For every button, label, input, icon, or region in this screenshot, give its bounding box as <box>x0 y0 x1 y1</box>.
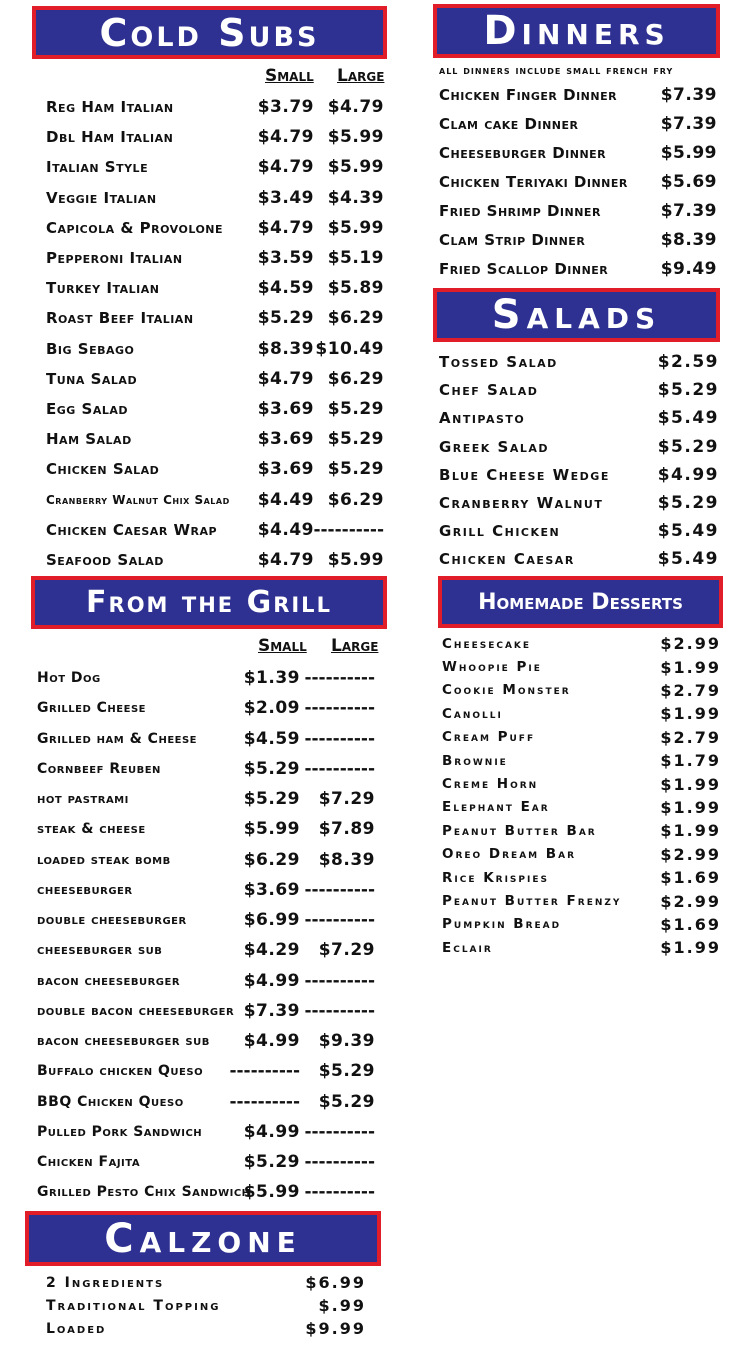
menu-item-price-large: ---------- <box>304 910 375 931</box>
menu-item-name: Chicken Caesar Wrap <box>46 520 218 539</box>
menu-item-price-small: ---------- <box>229 1091 300 1112</box>
menu-item-row <box>46 1294 366 1317</box>
menu-item-name: cheeseburger sub <box>37 942 163 959</box>
menu-item-name: Dbl Ham Italian <box>46 128 174 147</box>
menu-item-name: Ham Salad <box>46 430 132 449</box>
menu-item-price-small: $8.39 <box>257 338 314 359</box>
menu-item-price: $2.99 <box>660 891 721 911</box>
menu-item-row <box>46 183 386 213</box>
menu-item-price-small: $4.49 <box>257 519 314 540</box>
menu-item-row <box>46 424 386 454</box>
menu-item-row <box>46 364 386 394</box>
menu-item-name: Chicken Caesar <box>439 550 575 569</box>
menu-item-row <box>46 1271 366 1294</box>
dinners-banner <box>433 4 720 58</box>
menu-item-price-small: $3.69 <box>257 399 314 420</box>
menu-item-price: $1.69 <box>660 868 721 888</box>
menu-item-price-small: $4.79 <box>257 127 314 148</box>
menu-item-name: double cheeseburger <box>37 912 187 929</box>
menu-item-name: steak & cheese <box>37 821 146 838</box>
menu-item-price: $1.69 <box>660 914 721 934</box>
menu-item-price: $8.39 <box>660 229 717 250</box>
menu-item-name: Brownie <box>442 752 508 769</box>
menu-item-price-small: $4.59 <box>257 278 314 299</box>
menu-item-price: $4.99 <box>657 464 719 485</box>
menu-item-name: Grilled Pesto Chix Sandwich <box>37 1184 251 1201</box>
menu-item-price: $2.79 <box>660 727 721 747</box>
menu-item-name: Chicken Finger Dinner <box>439 85 618 104</box>
menu-item-price-small: $7.39 <box>243 1000 300 1021</box>
menu-item-name: Capicola & Provolone <box>46 218 224 237</box>
menu-item-row <box>37 1117 379 1147</box>
menu-item-row <box>46 213 386 243</box>
menu-item-row <box>442 655 721 678</box>
menu-item-row <box>439 109 717 138</box>
menu-item-price: $2.99 <box>660 634 721 654</box>
menu-item-name: Blue Cheese Wedge <box>439 465 610 484</box>
menu-item-row <box>442 772 721 795</box>
menu-item-price-large: $10.49 <box>315 338 384 359</box>
menu-item-name: hot pastrami <box>37 791 129 808</box>
menu-item-row <box>37 996 379 1026</box>
menu-item-price: $1.99 <box>660 938 721 958</box>
cold-subs-title: Cold Subs <box>36 10 383 55</box>
menu-item-name: Traditional Topping <box>46 1297 221 1314</box>
menu-item-row <box>37 1026 379 1056</box>
menu-item-price-small: $4.99 <box>243 1031 300 1052</box>
menu-item-price-large: ---------- <box>304 668 375 689</box>
menu-item-name: Hot Dog <box>37 670 101 687</box>
menu-item-row <box>37 724 379 754</box>
salads-title: Salads <box>437 292 716 338</box>
menu-item-price-small: $6.29 <box>243 849 300 870</box>
menu-item-price: $6.99 <box>305 1273 366 1292</box>
menu-item-row <box>46 454 386 484</box>
menu-item-price-large: $7.89 <box>318 819 375 840</box>
menu-item-name: Canolli <box>442 705 503 722</box>
menu-item-name: Seafood Salad <box>46 551 164 570</box>
menu-item-price: $5.49 <box>657 408 719 429</box>
menu-item-name: Tuna Salad <box>46 369 138 388</box>
menu-item-name: Pepperoni Italian <box>46 249 183 268</box>
menu-item-name: double bacon cheeseburger <box>37 1002 235 1019</box>
menu-item-row <box>442 632 721 655</box>
menu-item-row <box>37 663 379 693</box>
menu-item-name: Pulled Pork Sandwich <box>37 1123 203 1140</box>
menu-item-row <box>37 1087 379 1117</box>
menu-item-price-small: $5.29 <box>243 789 300 810</box>
menu-item-row <box>439 80 717 109</box>
menu-item-row <box>439 196 717 225</box>
menu-item-name: Clam Strip Dinner <box>439 230 586 249</box>
menu-item-name: Egg Salad <box>46 400 128 419</box>
menu-item-price-large: $5.89 <box>327 278 384 299</box>
menu-item-row <box>46 334 386 364</box>
menu-item-row <box>439 254 717 283</box>
menu-item-price: $5.29 <box>657 436 719 457</box>
menu-item-row <box>37 935 379 965</box>
menu-item-price-small: $3.69 <box>257 429 314 450</box>
menu-item-row <box>37 905 379 935</box>
menu-item-row <box>442 913 721 936</box>
menu-item-price-large: $7.29 <box>318 940 375 961</box>
menu-item-name: Big Sebago <box>46 339 135 358</box>
desserts-title: Homemade Desserts <box>442 580 719 624</box>
menu-item-price-large: ---------- <box>304 1121 375 1142</box>
menu-item-name: Chicken Fajita <box>37 1154 141 1171</box>
menu-item-name: Cranberry Walnut Chix Salad <box>46 492 230 507</box>
menu-item-row <box>37 1177 379 1207</box>
menu-item-price: $2.99 <box>660 844 721 864</box>
menu-item-price-small: $3.69 <box>257 459 314 480</box>
menu-item-name: Turkey Italian <box>46 279 160 298</box>
menu-item-row <box>37 814 379 844</box>
menu-item-name: Roast Beef Italian <box>46 309 194 328</box>
menu-item-price: $5.49 <box>657 549 719 570</box>
menu-item-price-large: ---------- <box>304 728 375 749</box>
menu-item-price: $5.99 <box>660 142 717 163</box>
menu-item-price-large: ---------- <box>304 879 375 900</box>
grill-banner <box>31 576 387 629</box>
menu-item-price-large: $4.39 <box>327 187 384 208</box>
grill-col-large: Large <box>331 636 379 656</box>
menu-item-price-large: ---------- <box>304 1182 375 1203</box>
dinners-note: all dinners include small french fry <box>439 64 674 77</box>
menu-item-name: Chicken Salad <box>46 460 160 479</box>
menu-item-price: $9.99 <box>305 1319 366 1338</box>
menu-item-price: $7.39 <box>660 200 717 221</box>
menu-item-price-large: ---------- <box>304 758 375 779</box>
menu-item-row <box>442 936 721 959</box>
menu-item-price: $7.39 <box>660 113 717 134</box>
menu-item-price: $5.29 <box>657 493 719 514</box>
menu-item-row <box>46 122 386 152</box>
calzone-banner <box>25 1211 381 1266</box>
menu-item-price-small: $4.59 <box>243 728 300 749</box>
grill-title: From the Grill <box>35 580 383 625</box>
menu-item-price: $5.29 <box>657 380 719 401</box>
menu-item-price-large: ---------- <box>304 1000 375 1021</box>
menu-item-row <box>442 702 721 725</box>
grill-col-small: Small <box>258 636 307 656</box>
menu-item-price-large: $5.19 <box>327 248 384 269</box>
menu-item-price-small: $4.29 <box>243 940 300 961</box>
menu-item-row <box>46 515 386 545</box>
menu-item-row <box>37 693 379 723</box>
menu-item-price-small: $3.59 <box>257 248 314 269</box>
menu-item-name: Grilled ham & Cheese <box>37 730 198 747</box>
menu-item-name: Cranberry Walnut <box>439 494 604 513</box>
menu-item-row <box>439 489 719 517</box>
menu-item-price-small: $4.99 <box>243 970 300 991</box>
menu-item-price-large: ---------- <box>313 519 384 540</box>
menu-item-price: $7.39 <box>660 84 717 105</box>
menu-item-price-large: $5.99 <box>327 550 384 571</box>
menu-item-price-small: $5.99 <box>243 819 300 840</box>
menu-item-price-small: $4.79 <box>257 368 314 389</box>
menu-item-name: Grill Chicken <box>439 522 561 541</box>
menu-item-row <box>37 1147 379 1177</box>
menu-item-name: Greek Salad <box>439 437 550 456</box>
menu-item-price-large: $9.39 <box>318 1031 375 1052</box>
menu-item-row <box>439 138 717 167</box>
menu-item-price-large: $5.29 <box>327 459 384 480</box>
menu-item-price: $5.49 <box>657 521 719 542</box>
menu-item-price-large: $6.29 <box>327 368 384 389</box>
menu-item-price-small: $5.29 <box>243 1152 300 1173</box>
menu-item-price: $5.69 <box>660 171 717 192</box>
menu-item-price-large: $5.29 <box>327 429 384 450</box>
menu-item-name: Chicken Teriyaki Dinner <box>439 172 628 191</box>
menu-item-price: $2.59 <box>657 352 719 373</box>
menu-item-price-large: $8.39 <box>318 849 375 870</box>
menu-item-row <box>46 152 386 182</box>
menu-item-row <box>442 843 721 866</box>
menu-item-price-small: $5.29 <box>257 308 314 329</box>
menu-item-price-large: $5.29 <box>318 1091 375 1112</box>
menu-item-price-large: $5.29 <box>318 1061 375 1082</box>
menu-item-row <box>442 819 721 842</box>
menu-item-name: bacon cheeseburger sub <box>37 1033 210 1050</box>
cold-subs-col-large: Large <box>337 66 385 86</box>
menu-item-name: Peanut Butter Frenzy <box>442 893 622 910</box>
menu-item-row <box>46 273 386 303</box>
menu-item-name: Cookie Monster <box>442 682 571 699</box>
menu-item-row <box>439 348 719 376</box>
menu-item-price-large: $7.29 <box>318 789 375 810</box>
menu-item-row <box>46 243 386 273</box>
calzone-title: Calzone <box>29 1215 377 1262</box>
menu-item-row <box>439 404 719 432</box>
menu-item-name: Peanut Butter Bar <box>442 822 597 839</box>
cold-subs-col-small: Small <box>265 66 314 86</box>
menu-item-name: loaded steak bomb <box>37 851 171 868</box>
menu-item-price-small: $1.39 <box>243 668 300 689</box>
menu-item-name: Reg Ham Italian <box>46 98 174 117</box>
menu-item-row <box>37 754 379 784</box>
menu-item-price-small: $3.69 <box>243 879 300 900</box>
menu-item-name: Tossed Salad <box>439 353 558 372</box>
menu-item-row <box>46 394 386 424</box>
menu-item-price-large: ---------- <box>304 970 375 991</box>
menu-item-row <box>46 1317 366 1340</box>
menu-item-row <box>442 866 721 889</box>
menu-item-price-small: $2.09 <box>243 698 300 719</box>
menu-item-row <box>37 845 379 875</box>
menu-item-name: Creme Horn <box>442 776 539 793</box>
menu-item-name: Oreo Dream Bar <box>442 846 576 863</box>
menu-item-row <box>439 433 719 461</box>
desserts-banner <box>438 576 723 628</box>
menu-item-row <box>442 749 721 772</box>
menu-item-price: $1.79 <box>660 751 721 771</box>
menu-item-row <box>439 376 719 404</box>
menu-item-name: Rice Krispies <box>442 869 549 886</box>
menu-item-price-small: $4.79 <box>257 550 314 571</box>
menu-item-name: BBQ Chicken Queso <box>37 1093 184 1110</box>
menu-item-row <box>37 875 379 905</box>
dinners-title: Dinners <box>437 8 716 54</box>
menu-item-price-large: $5.99 <box>327 157 384 178</box>
menu-item-price-large: $6.29 <box>327 308 384 329</box>
menu-item-name: Chef Salad <box>439 381 539 400</box>
menu-item-price-small: $5.29 <box>243 758 300 779</box>
menu-item-price: $1.99 <box>660 797 721 817</box>
menu-item-row <box>439 517 719 545</box>
salads-banner <box>433 288 720 342</box>
menu-item-price-large: ---------- <box>304 1152 375 1173</box>
menu-item-price-small: $4.79 <box>257 157 314 178</box>
menu-item-row <box>439 545 719 573</box>
menu-item-name: Cheeseburger Dinner <box>439 143 607 162</box>
menu-item-price-small: $5.99 <box>243 1182 300 1203</box>
menu-item-name: Loaded <box>46 1320 107 1337</box>
cold-subs-banner <box>32 6 387 59</box>
menu-item-row <box>46 303 386 333</box>
menu-item-price: $9.49 <box>660 258 717 279</box>
menu-item-price-large: $6.29 <box>327 489 384 510</box>
menu-item-name: Grilled Cheese <box>37 700 147 717</box>
menu-item-row <box>439 167 717 196</box>
menu-item-row <box>37 1056 379 1086</box>
menu-item-price-small: $4.79 <box>257 217 314 238</box>
menu-item-name: 2 Ingredients <box>46 1274 165 1291</box>
menu-item-name: Cornbeef Reuben <box>37 760 161 777</box>
menu-item-row <box>46 545 386 575</box>
menu-item-name: Veggie Italian <box>46 188 157 207</box>
menu-item-price-small: $3.79 <box>257 97 314 118</box>
menu-item-name: Clam cake Dinner <box>439 114 579 133</box>
menu-item-name: cheeseburger <box>37 881 133 898</box>
menu-item-price-small: $3.49 <box>257 187 314 208</box>
menu-item-price: $1.99 <box>660 704 721 724</box>
menu-item-row <box>46 92 386 122</box>
menu-item-row <box>439 461 719 489</box>
menu-item-row <box>439 225 717 254</box>
menu-item-price-large: $5.29 <box>327 399 384 420</box>
menu-item-price: $2.79 <box>660 680 721 700</box>
menu-item-name: Cheesecake <box>442 635 532 652</box>
menu-item-price: $.99 <box>318 1296 366 1315</box>
menu-item-price: $1.99 <box>660 774 721 794</box>
menu-item-name: Eclair <box>442 939 493 956</box>
menu-item-row <box>37 784 379 814</box>
menu-item-name: Antipasto <box>439 409 526 428</box>
menu-item-price-small: $6.99 <box>243 910 300 931</box>
menu-item-row <box>442 726 721 749</box>
menu-item-row <box>37 966 379 996</box>
menu-item-price-small: $4.49 <box>257 489 314 510</box>
menu-item-name: Cream Puff <box>442 729 536 746</box>
menu-item-row <box>442 796 721 819</box>
menu-item-row <box>442 679 721 702</box>
menu-item-price-large: $4.79 <box>327 97 384 118</box>
menu-item-price: $1.99 <box>660 821 721 841</box>
menu-item-row <box>46 485 386 515</box>
menu-item-price-small: $4.99 <box>243 1121 300 1142</box>
menu-item-name: Fried Shrimp Dinner <box>439 201 601 220</box>
menu-item-row <box>442 889 721 912</box>
menu-item-name: Whoopie Pie <box>442 659 542 676</box>
menu-item-price-large: $5.99 <box>327 127 384 148</box>
menu-item-name: Italian Style <box>46 158 149 177</box>
menu-item-name: Fried Scallop Dinner <box>439 259 609 278</box>
menu-item-name: Pumpkin Bread <box>442 916 562 933</box>
menu-item-name: Elephant Ear <box>442 799 550 816</box>
menu-item-price-large: $5.99 <box>327 217 384 238</box>
menu-item-price-large: ---------- <box>304 698 375 719</box>
menu-item-price-small: ---------- <box>229 1061 300 1082</box>
menu-item-price: $1.99 <box>660 657 721 677</box>
menu-item-name: Buffalo chicken Queso <box>37 1063 204 1080</box>
menu-item-name: bacon cheeseburger <box>37 972 181 989</box>
